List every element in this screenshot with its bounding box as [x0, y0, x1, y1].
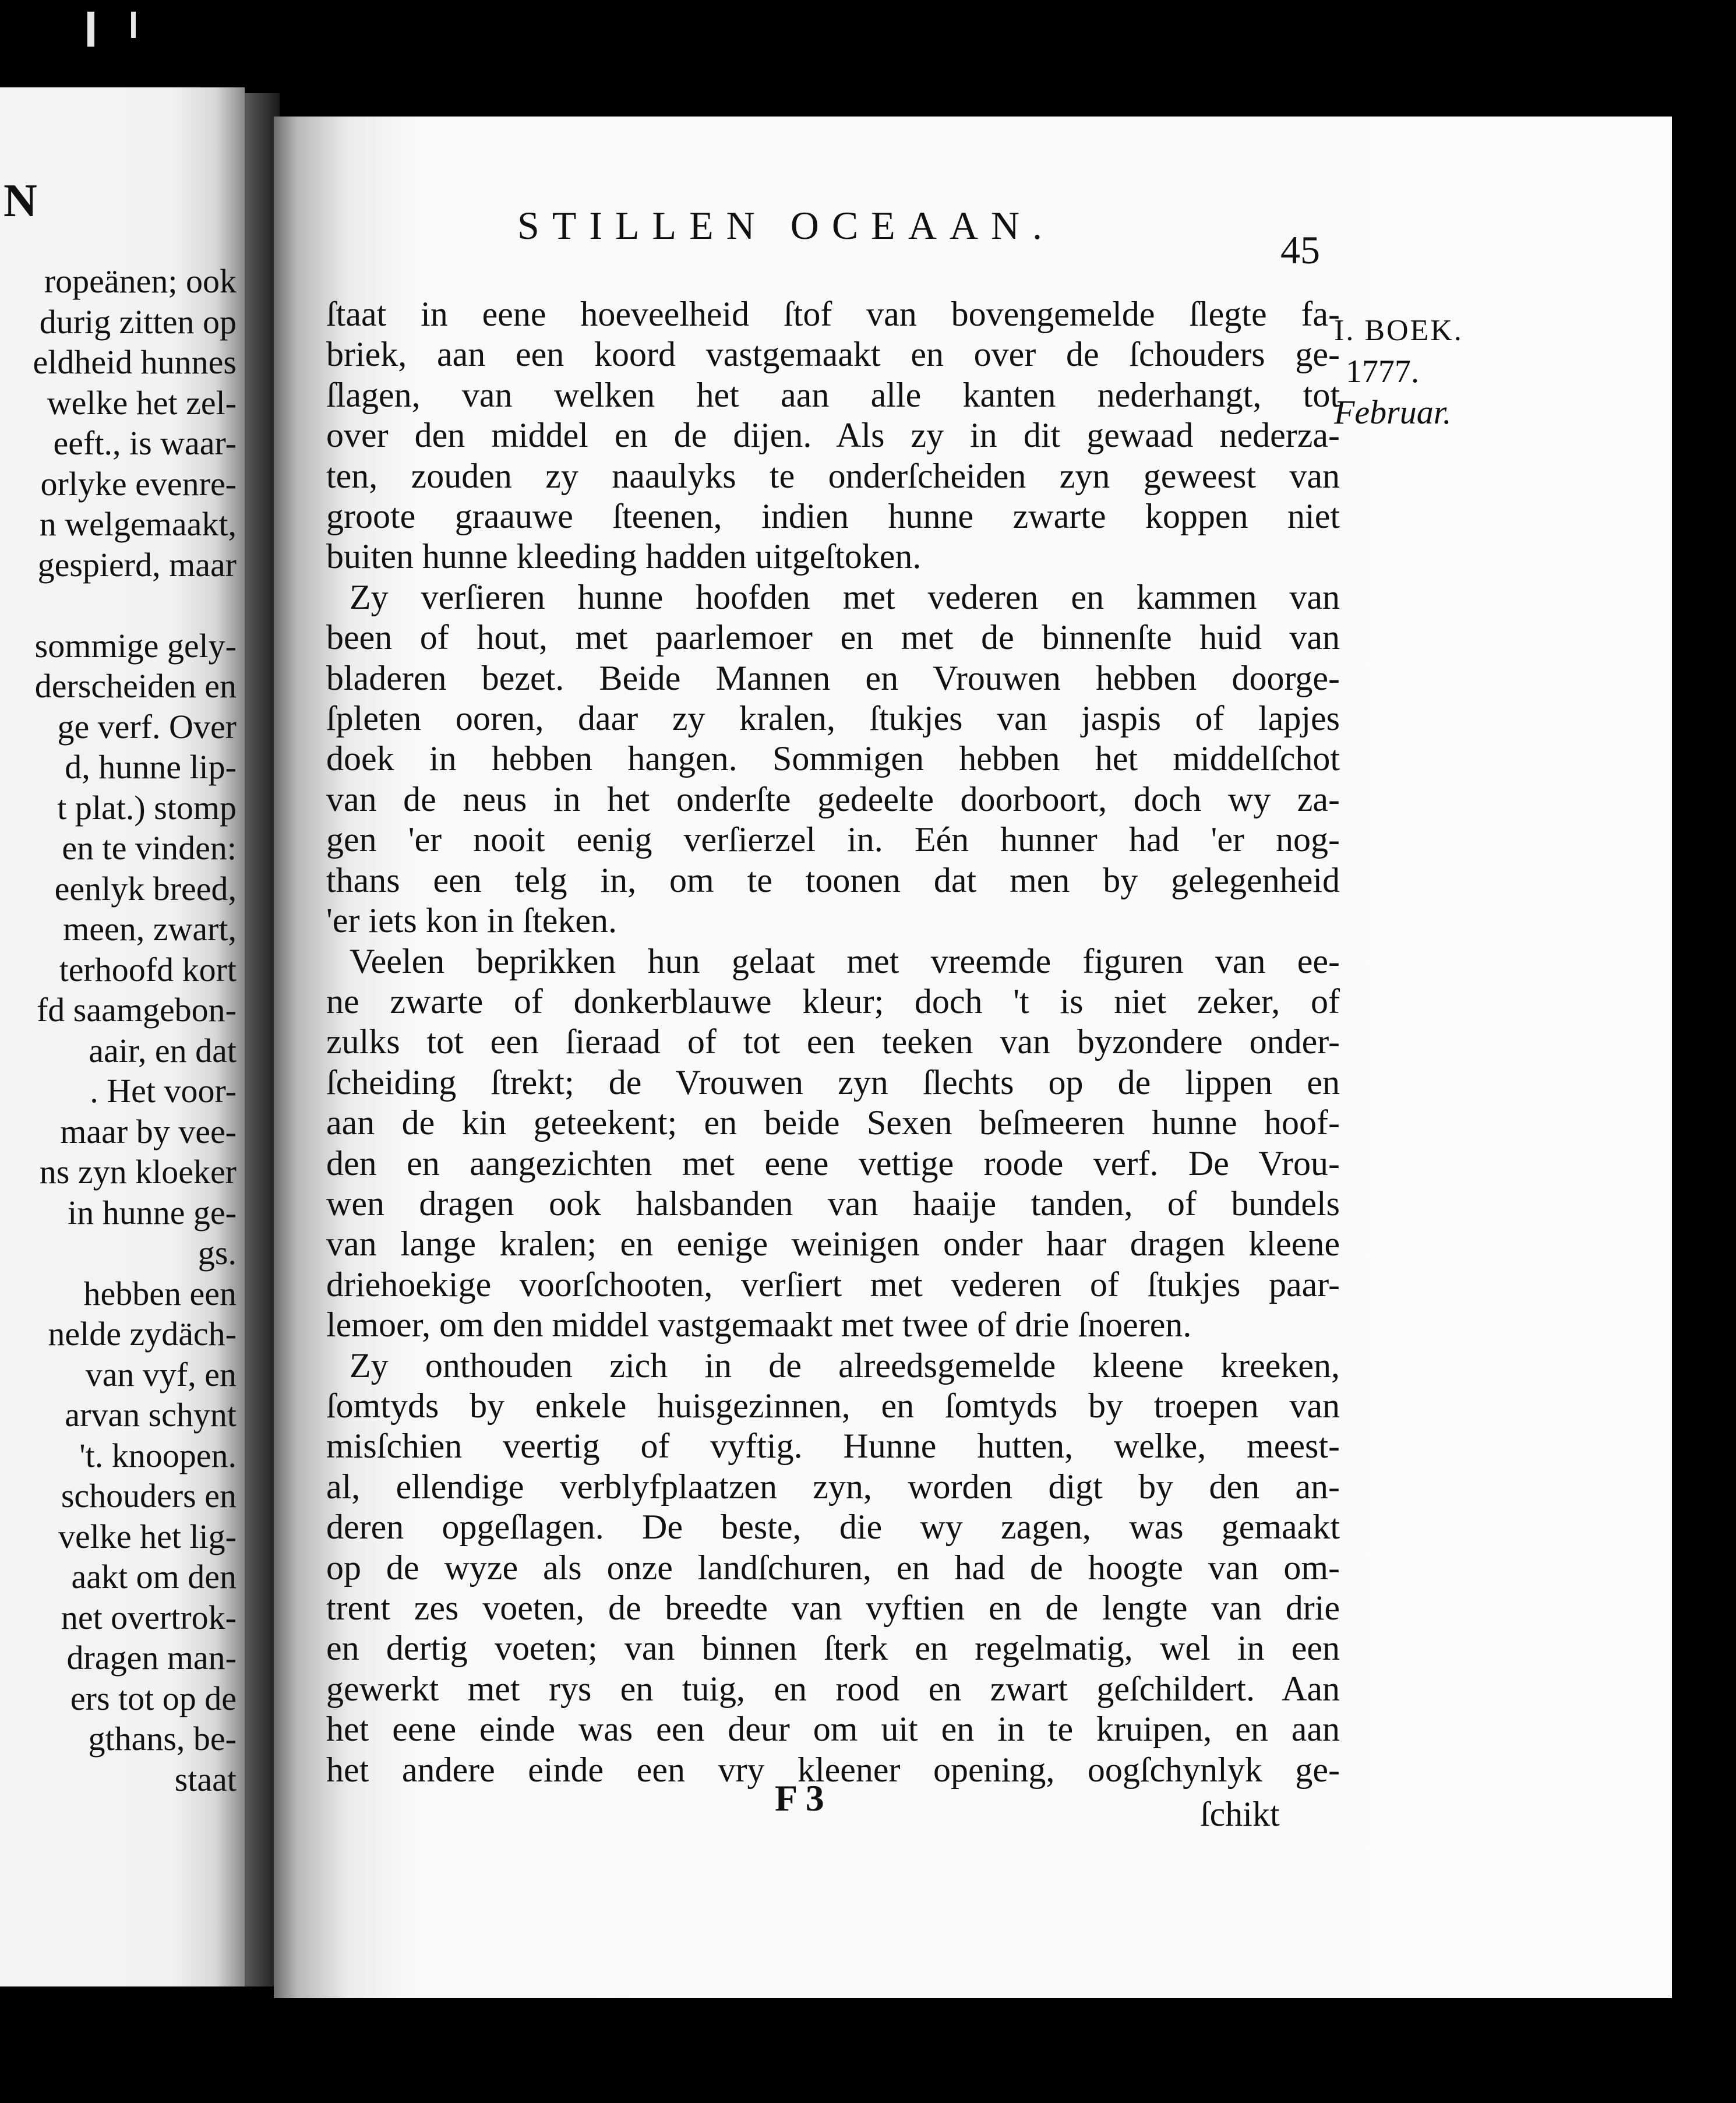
body-text-line: misſchien veertig of vyftig. Hunne hutten, welke, meest- [326, 1427, 1340, 1466]
body-text-line: en dertig voeten; van binnen ſterk en regelmatig, wel in een [326, 1629, 1340, 1668]
left-text-line: en te vinden: [62, 829, 237, 867]
left-text-line [33, 585, 237, 626]
left-text-line: gespierd, maar [37, 545, 237, 584]
left-text-line: fd saamgebon- [36, 991, 237, 1029]
body-text-line: al, ellendige verblyfplaatzen zyn, worden digt by den an- [326, 1467, 1340, 1506]
left-text-line: nelde zydäch- [48, 1315, 237, 1353]
body-text-line: driehoekige voorſchooten, verſiert met vederen of ſtukjes paar- [326, 1265, 1340, 1304]
left-text-line: terhoofd kort [59, 950, 237, 989]
right-page [274, 117, 1672, 1998]
body-text-line: doek in hebben hangen. Sommigen hebben het middelſchot [326, 739, 1340, 778]
left-text-line: aair, en dat [89, 1031, 237, 1070]
left-text-line: ge verf. Over [57, 707, 237, 746]
left-text-line: 't. knoopen. [79, 1436, 237, 1474]
left-page-text [33, 261, 237, 1799]
left-text-line: arvan schynt [65, 1396, 237, 1434]
body-text-line: Zy onthouden zich in de alreedsgemelde kleene kreeken, [350, 1346, 1340, 1385]
left-text-line: aakt om den [71, 1558, 237, 1596]
catchword: ſchikt [1200, 1795, 1280, 1833]
body-text-line: lemoer, om den middel vastgemaakt met twee of drie ſnoeren. [326, 1305, 1192, 1345]
body-text-line: zulks tot een ſieraad of tot een teeken van byzondere onder- [326, 1022, 1340, 1061]
left-text-line: orlyke evenre- [40, 464, 237, 503]
left-text-line: gthans, be- [88, 1720, 237, 1758]
body-text-line: aan de kin geteekent; en beide Sexen beſmeeren hunne hoof- [326, 1103, 1340, 1142]
left-text-line: maar by vee- [60, 1112, 237, 1151]
body-text-line: ne zwarte of donkerblauwe kleur; doch 't is niet zeker, of [326, 982, 1340, 1021]
left-text-line: gs. [197, 1234, 237, 1272]
left-text-line: ns zyn kloeker [39, 1153, 237, 1191]
body-text-line: thans een telg in, om te toonen dat men by gelegenheid [326, 860, 1340, 899]
corner-mark-right [131, 12, 136, 38]
body-text-line: Veelen beprikken hun gelaat met vreemde figuren van ee- [350, 941, 1340, 980]
body-text-line: ſomtyds by enkele huisgezinnen, en ſomtyds by troepen van [326, 1386, 1340, 1425]
body-text-line: 'er iets kon in ſteken. [326, 901, 618, 940]
left-text-line: ers tot op de [70, 1679, 237, 1717]
corner-mark-left [87, 12, 94, 47]
left-heading-fragment: N [3, 175, 37, 227]
body-text-line: trent zes voeten, de breedte van vyftien en de lengte van drie [326, 1589, 1340, 1627]
left-text-line: n welgemaakt, [39, 505, 237, 543]
margin-book: I. BOEK. [1334, 314, 1463, 347]
body-text-line: het eene einde was een deur om uit en in te kruipen, en aan [326, 1710, 1340, 1749]
left-text-line: van vyf, en [85, 1355, 237, 1393]
left-text-line: eenlyk breed, [54, 869, 237, 908]
margin-month: Februar. [1334, 393, 1452, 431]
body-text-line: wen dragen ook halsbanden van haaije tanden, of bundels [326, 1184, 1340, 1223]
body-text [326, 294, 1340, 1790]
left-text-line: net overtrok- [61, 1598, 237, 1636]
left-text-line: in hunne ge- [68, 1193, 237, 1232]
body-text-line: ſlagen, van welken het aan alle kanten nederhangt, tot [326, 375, 1340, 414]
left-page [0, 87, 245, 1986]
body-text-line: Zy verſieren hunne hoofden met vederen en kammen van [350, 577, 1340, 616]
body-text-line: deren opgeſlagen. De beste, die wy zagen, was gemaakt [326, 1508, 1340, 1547]
body-text-line: ſtaat in eene hoeveelheid ſtof van bovengemelde ſlegte fa- [326, 295, 1340, 333]
body-text-line: ten, zouden zy naaulyks te onderſcheiden zyn geweest van [326, 456, 1340, 495]
left-text-line: hebben een [83, 1274, 237, 1312]
left-text-line: meen, zwart, [63, 910, 237, 948]
left-text-line: dragen man- [66, 1639, 237, 1677]
left-text-line: t plat.) stomp [57, 788, 237, 827]
left-text-line: derscheiden en [34, 667, 237, 705]
body-text-line: buiten hunne kleeding hadden uitgeſtoken. [326, 537, 922, 576]
signature-mark: F 3 [775, 1777, 824, 1819]
left-text-line: schouders en [61, 1477, 237, 1515]
body-text-line: bladeren bezet. Beide Mannen en Vrouwen hebben doorge- [326, 658, 1340, 697]
body-text-line: briek, aan een koord vastgemaakt en over de ſchouders ge- [326, 335, 1340, 374]
left-text-line: welke het zel- [47, 383, 237, 422]
left-text-line: eeft., is waar- [53, 424, 237, 462]
page-number: 45 [1280, 228, 1320, 272]
left-text-line: . Het voor- [90, 1072, 237, 1110]
left-text-line: velke het lig- [58, 1517, 237, 1555]
left-text-line: d, hunne lip- [65, 748, 237, 786]
left-text-line: staat [174, 1760, 237, 1798]
running-head: STILLEN OCEAAN. [517, 203, 1056, 248]
left-text-line: eldheid hunnes [33, 343, 237, 381]
left-text-line: sommige gely- [34, 626, 237, 665]
body-text-line: ſcheiding ſtrekt; de Vrouwen zyn ſlechts op de lippen en [326, 1063, 1340, 1102]
body-text-line: op de wyze als onze landſchuren, en had de hoogte van om- [326, 1548, 1340, 1587]
body-text-line: been of hout, met paarlemoer en met de binnenſte huid van [326, 618, 1340, 657]
body-text-line: van lange kralen; en eenige weinigen onder haar dragen kleene [326, 1225, 1340, 1264]
body-text-line: groote graauwe ſteenen, indien hunne zwarte koppen niet [326, 497, 1340, 536]
body-text-line: van de neus in het onderſte gedeelte doorboort, doch wy za- [326, 779, 1340, 818]
left-text-line: durig zitten op [39, 302, 237, 341]
body-text-line: ſpleten ooren, daar zy kralen, ſtukjes van jaspis of lapjes [326, 699, 1340, 738]
left-text-line: ropeänen; ook [44, 262, 237, 300]
body-text-line: gen 'er nooit eenig verſierzel in. Eén hunner had 'er nog- [326, 820, 1340, 859]
body-text-line: gewerkt met rys en tuig, en rood en zwart geſchildert. Aan [326, 1669, 1340, 1708]
body-text-line: over den middel en de dijen. Als zy in dit gewaad nederza- [326, 416, 1340, 455]
body-text-line: het andere einde een vry kleener opening, oogſchynlyk ge- [326, 1750, 1340, 1789]
body-text-line: den en aangezichten met eene vettige roode verf. De Vrou- [326, 1144, 1340, 1183]
margin-year: 1777. [1346, 354, 1419, 390]
